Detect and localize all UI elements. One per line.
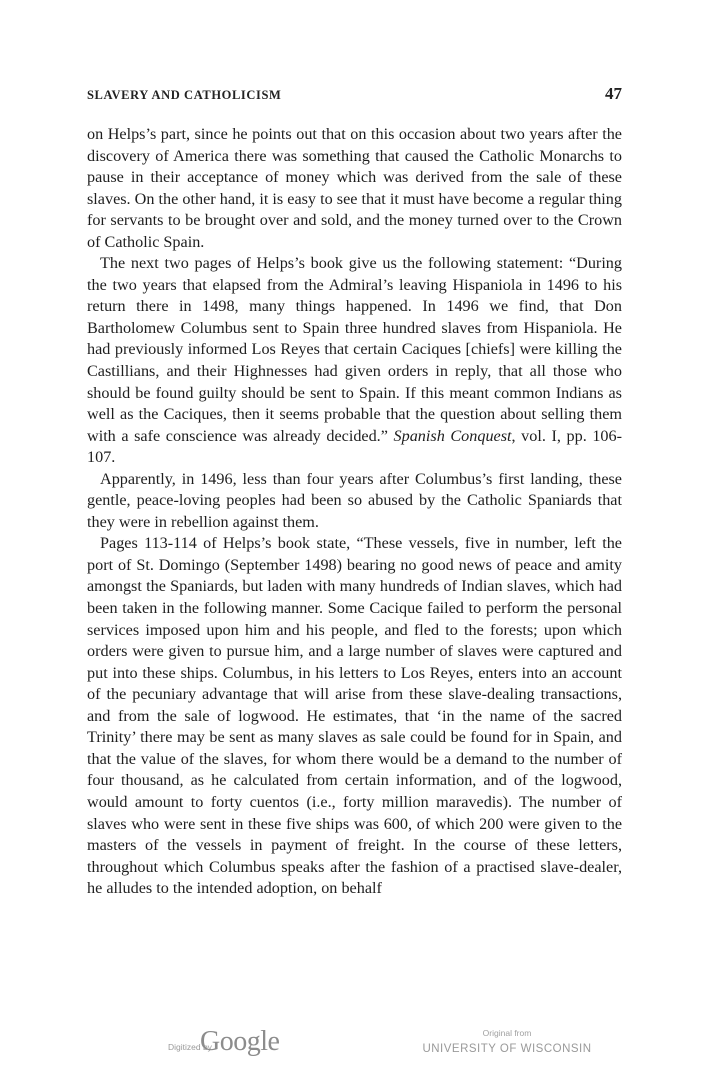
- running-head: [87, 86, 622, 106]
- page-number: 47: [605, 84, 622, 103]
- running-title: SLAVERY AND CATHOLICISM: [87, 88, 282, 102]
- institution-label: UNIVERSITY OF WISCONSIN: [422, 1043, 592, 1055]
- paragraph-1: on Helps’s part, since he points out that on this occasion about two years after the discovery of America there was something that caused the Catholic Monarchs to pause in their acceptance of money which was derived from the sale of these slaves. On the other hand, it is easy to see that it must have become a regular thing for servants to be brought over and sold, and the money turned over to the Crown of Catholic Spain.: [87, 125, 622, 251]
- paragraph-3: Apparently, in 1496, less than four years after Columbus’s first landing, these gentle, peace-loving peoples had been so abused by the Catholic Spaniards that they were in rebellion against them.: [87, 469, 622, 531]
- digitized-by-label: Digitized by: [168, 1042, 212, 1052]
- paragraph-2-text: The next two pages of Helps’s book give us the following statement: “During the two years that elapsed from the Admiral’s leaving Hispaniola in 1496 to his return there in 1498, many things happened. In 1496 we find, that Don Bartholomew Columbus sent to Spain three hundred slaves from Hispaniola. He had previously informed Los Reyes that certain Caciques [chiefs] were killing the Castillians, and their Highnesses had given orders in reply, that all those who should be found guilty should be sent to Spain. If this meant common Indians as well as the Caciques, then it seems probable that the question about selling them with a safe conscience was already decided.”: [87, 254, 622, 445]
- body-text: [87, 124, 622, 900]
- citation-title: Spanish Conquest: [393, 426, 512, 445]
- paragraph-2: [87, 253, 622, 468]
- google-logo: Google: [200, 1026, 280, 1057]
- citation-details: , vol. I, pp. 106-107.: [87, 426, 623, 467]
- scan-footer: [0, 1020, 711, 1068]
- original-from-label: Original from: [482, 1028, 532, 1038]
- paragraph-4: Pages 113-114 of Helps’s book state, “These vessels, five in number, left the port of St. Domingo (September 1498) bearing no good news of peace and amity amongst the Spaniards, but laden with many hundreds of Indian slaves, which had been taken in the following manner. Some Cacique failed to perform the personal services imposed upon him and his people, and fled to the forests; upon which orders were given to pursue him, and a large number of slaves were captured and put into these ships. Columbus, in his letters to Los Reyes, enters into an account of the pecuniary advantage that will arise from these slave-dealing transactions, and from the sale of logwood. He estimates, that ‘in the name of the sacred Trinity’ there may be sent as many slaves as sale could be found for in Spain, and that the value of the slaves, for whom there would be a demand to the number of four thousand, as he calculated from certain information, and of the logwood, would amount to forty cuentos (i.e., forty million maravedis). The number of slaves who were sent in these five ships was 600, of which 200 were given to the masters of the vessels in payment of freight. In the course of these letters, throughout which Columbus speaks after the fashion of a practised slave-dealer, he alludes to the intended adoption, on behalf: [87, 534, 622, 898]
